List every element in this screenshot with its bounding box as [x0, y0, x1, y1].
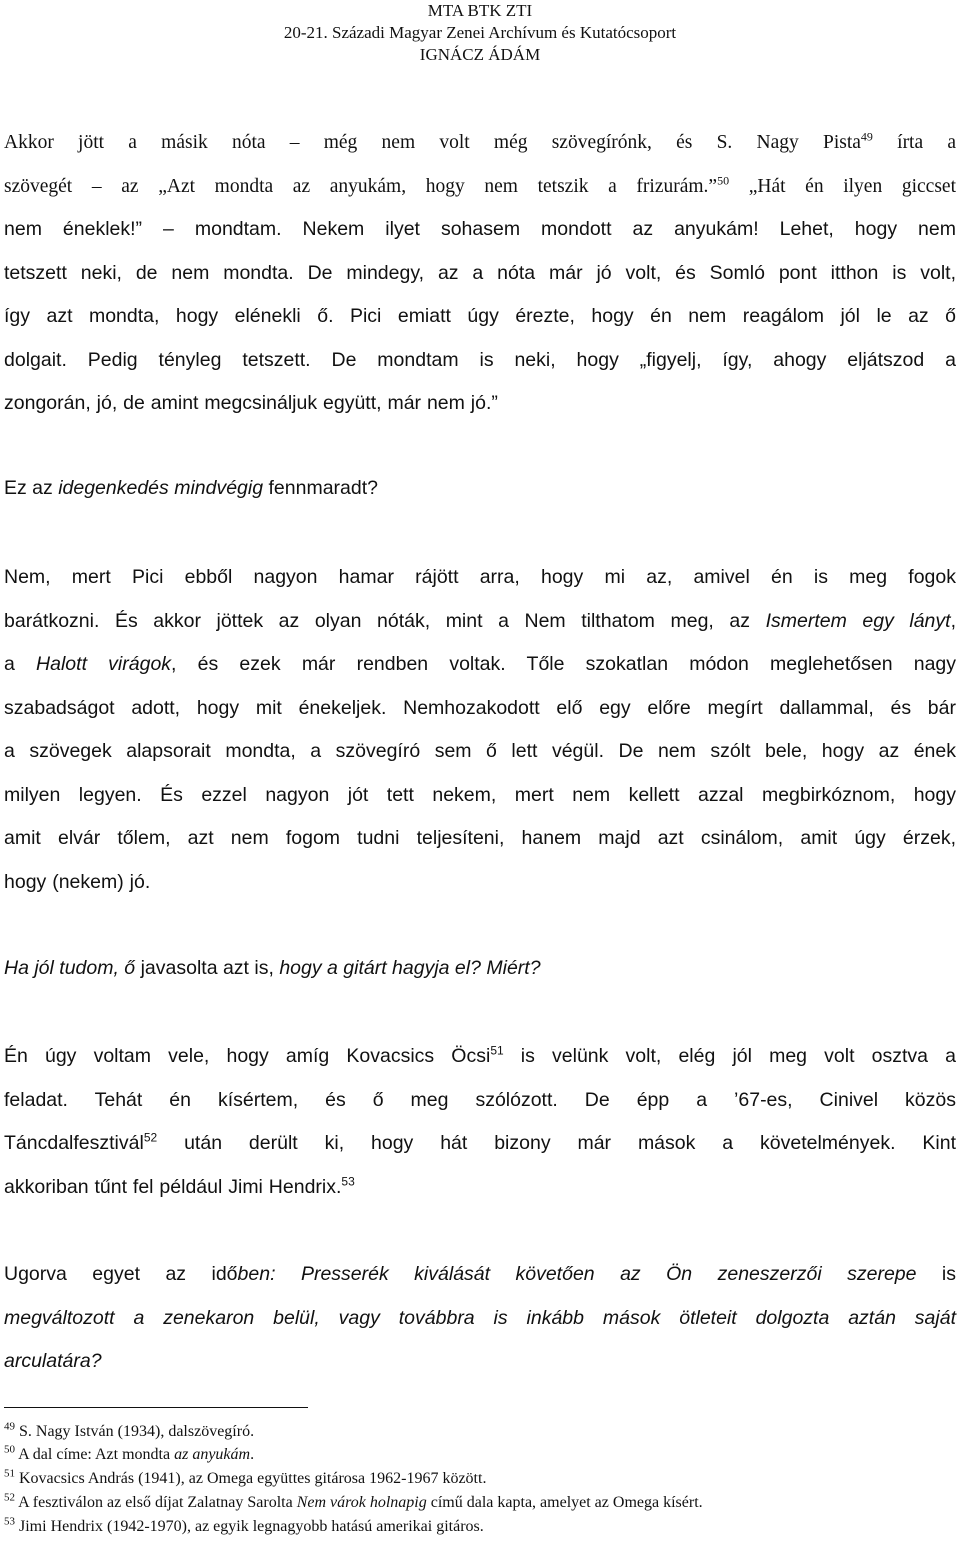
footnote-ref-51[interactable]: 51 — [490, 1043, 504, 1058]
question-line: Ugorva egyet az időben: Presserék kiválását követően az Ön zeneszerzői szerepe is — [4, 1263, 957, 1285]
footnote-50: $^{50}$ A dal címe: Azt mondta az anyukám. — [4, 1443, 255, 1463]
question-line: arculatára? — [4, 1350, 102, 1372]
page-header — [0, 0, 960, 66]
paragraph-line: dolgait. Pedig tényleg tetszett. De mondtam is neki, hogy „figyelj, így, ahogy eljátszod a — [4, 348, 956, 371]
paragraph-line: szabadságot adott, hogy mit énekeljek. Nemhozakodott elő egy előre megírt dallammal, és bár — [4, 696, 956, 719]
paragraph-line: barátkozni. És akkor jöttek az olyan nóták, mint a Nem tilthatom meg, az Ismertem egy lányt, — [4, 609, 956, 632]
interview-question-3 — [4, 1253, 956, 1384]
footnote-52: $^{52}$ A fesztiválon az első díjat Zalatnay Sarolta Nem várok holnapig című dala kapta, amelyet az Omega kísért. — [4, 1491, 703, 1511]
footnote-53: $^{53}$ Jimi Hendrix (1942-1970), az egyik legnagyobb hatású amerikai gitáros. — [4, 1515, 484, 1535]
paragraph-line: nem éneklek!” – mondtam. Nekem ilyet sohasem mondott az anyukám! Lehet, hogy nem — [4, 218, 956, 240]
footnote-51: $^{51}$ Kovacsics András (1941), az Omega együttes gitárosa 1962-1967 között. — [4, 1467, 487, 1487]
paragraph-3 — [4, 1035, 956, 1209]
paragraph-line: a szövegek alapsorait mondta, a szövegíró sem ő lett végül. De nem szólt bele, hogy az ének — [4, 740, 956, 762]
paragraph-line: Én úgy voltam vele, hogy amíg Kovacsics Öcsi$^{51}$ is velünk volt, elég jól meg volt osztva a — [4, 1043, 956, 1067]
footnote-divider — [4, 1407, 308, 1408]
footnote-49: $^{49}$ S. Nagy István (1934), dalszövegíró. — [4, 1420, 255, 1440]
paragraph-line: hogy (nekem) jó. — [4, 870, 151, 893]
paragraph-2 — [4, 556, 956, 904]
footnote-ref-49[interactable]: 49 — [860, 129, 873, 144]
paragraph-line: amit elvár tőlem, azt nem fogom tudni teljesíteni, hanem majd azt csinálom, amit úgy érzek, — [4, 827, 956, 849]
header-author: IGNÁCZ ÁDÁM — [419, 45, 541, 64]
paragraph-line: így azt mondta, hogy elénekli ő. Pici emiatt úgy érezte, hogy én nem reagálom jól le az ő — [4, 305, 956, 327]
paragraph-1 — [4, 121, 956, 426]
interview-question-1: Ez az idegenkedés mindvégig fennmaradt? — [4, 477, 378, 499]
paragraph-line: Táncdalfesztivál$^{52}$ után derült ki, hogy hát bizony már mások a követelmények. Kint — [4, 1130, 956, 1154]
paragraph-line: akkoriban tűnt fel például Jimi Hendrix.$^{53}$ — [4, 1174, 355, 1198]
header-institution: MTA BTK ZTI — [427, 1, 533, 20]
paragraph-line: szövegét – az „Azt mondta az anyukám, hogy nem tetszik a frizurám.”$^{50}$ „Hát én ilyen giccset — [4, 173, 956, 197]
paragraph-line: tetszett neki, de nem mondta. De mindegy, az a nóta már jó volt, és Somló pont itthon is volt, — [4, 261, 956, 284]
footnote-ref-53[interactable]: 53 — [341, 1174, 355, 1188]
question-line: megváltozott a zenekaron belül, vagy továbbra is inkább mások ötleteit dolgozta aztán saját — [4, 1306, 956, 1329]
footnote-ref-50[interactable]: 50 — [717, 173, 730, 187]
paragraph-line: milyen legyen. És ezzel nagyon jót tett nekem, mert nem kellett azzal megbirkóznom, hogy — [4, 783, 956, 806]
footnote-ref-52[interactable]: 52 — [143, 1130, 158, 1145]
paragraph-line: zongorán, jó, de amint megcsináljuk együtt, már nem jó.” — [4, 392, 498, 414]
interview-question-2: Ha jól tudom, ő javasolta azt is, hogy a gitárt hagyja el? Miért? — [4, 957, 541, 979]
paragraph-line: feladat. Tehát én kísértem, és ő meg szólózott. De épp a ’67-es, Cinivel közös — [4, 1088, 956, 1111]
paragraph-line: Nem, mert Pici ebből nagyon hamar rájött arra, hogy mi az, amivel én is meg fogok — [4, 566, 956, 588]
paragraph-line: a Halott virágok, és ezek már rendben voltak. Tőle szokatlan módon meglehetősen nagy — [4, 653, 957, 675]
paragraph-line: Akkor jött a másik nóta – még nem volt még szövegírónk, és S. Nagy Pista$^{49}$ írta a — [4, 129, 957, 153]
header-department: 20-21. Századi Magyar Zenei Archívum és Kutatócsoport — [283, 23, 677, 42]
